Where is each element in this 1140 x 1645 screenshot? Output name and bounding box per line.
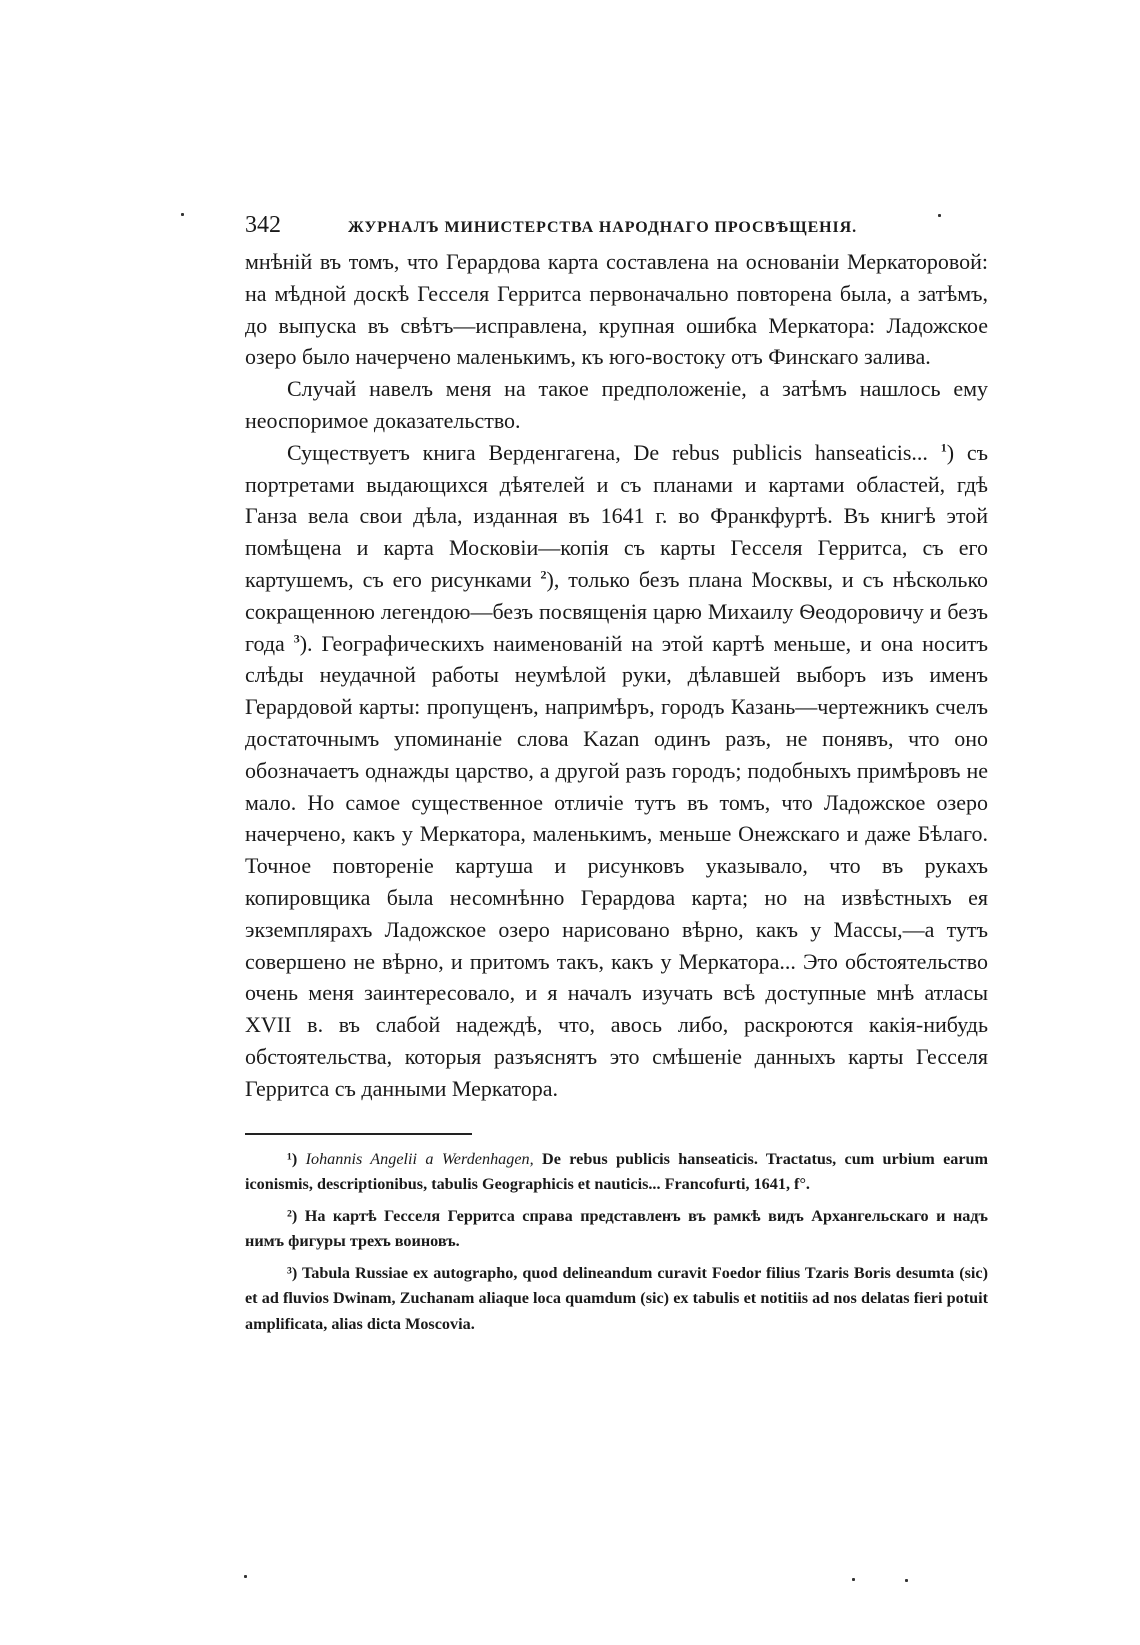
footnote-2-text: На картѣ Гесселя Герритса справа представленъ въ рамкѣ видъ Архангельскаго и надъ нимъ фигуры трехъ воиновъ. (245, 1206, 988, 1251)
footnote-2 (245, 1204, 988, 1255)
footnote-3-text: Tabula Russiae ex autographo, quod delineandum curavit Foedor filius Tzaris Boris desumta (sic) et ad fluvios Dwinam, Zuchanam aliaque loca quamdum (sic) ex tabulis et notitiis ad nos delatas fieri potuit amplificata, alias dicta Moscovia. (245, 1263, 988, 1333)
footnote-1-mark: ¹) (287, 1149, 298, 1168)
page-number: 342 (245, 212, 281, 238)
scan-speck (852, 1578, 855, 1581)
paragraph-1: мнѣній въ томъ, что Герардова карта составлена на основаніи Меркаторовой: на мѣдной доскѣ Гесселя Герритса первоначально повторена была, а затѣмъ, до выпуска въ свѣтъ—исправлена, крупная ошибка Меркатора: Ладожское озеро было начерчено маленькимъ, къ юго-востоку отъ Финскаго залива. (245, 249, 988, 370)
footnote-divider (245, 1133, 472, 1135)
footnote-ref-1: 1 (940, 440, 947, 455)
document-page (245, 212, 988, 1343)
paragraph-3-part-d: ). Географическихъ наименованій на этой картѣ меньше, и она носитъ слѣды неудачной работы неумѣлой руки, дѣлавшей выборъ изъ именъ Герардовой карты: пропущенъ, напримѣръ, городъ Казань—чертежникъ счелъ достаточнымъ упоминаніе слова Kazan одинъ разъ, не понявъ, что оно обозначаетъ однажды царство, а другой разъ городъ; подобныхъ примѣровъ не мало. Но самое существенное отличіе тутъ въ томъ, что Ладожское озеро начерчено, какъ у Меркатора, маленькимъ, меньше Онежскаго и даже Бѣлаго. Точное повтореніе картуша и рисунковъ указывало, что въ рукахъ копировщика была несомнѣнно Герардова карта; но на извѣстныхъ ея экземплярахъ Ладожское озеро нарисовано вѣрно, какъ у Массы,—а тутъ совершено не вѣрно, и притомъ такъ, какъ у Меркатора... Это обстоятельство очень меня заинтересовало, и я началъ изучать всѣ доступные мнѣ атласы XVII в. въ слабой надеждѣ, что, авось либо, раскроются какія-нибудь обстоятельства, которыя разъяснятъ это смѣшеніе данныхъ карты Гесселя Герритса съ данными Меркатора. (245, 630, 989, 1101)
scan-speck (181, 213, 184, 216)
scan-speck (905, 1579, 908, 1582)
footnote-3-mark: ³) (287, 1263, 298, 1282)
footnote-1 (245, 1147, 988, 1198)
paragraph-3-part-c: ), только безъ плана Москвы, и съ нѣсколько сокращенною легендою—безъ посвященія царю Михаилу Ѳеодоровичу и безъ года (245, 566, 989, 656)
paragraph-3-part-b: съ портретами выдающихся дѣятелей и съ планами и картами областей, гдѣ Ганза вела свои дѣла, изданная въ 1641 г. во Франкфуртѣ. Въ книгѣ этой помѣщена и карта Московіи—копія съ карты Гесселя Герритса, съ его картушемъ, съ его рисунками (245, 439, 989, 592)
running-header (245, 212, 988, 246)
journal-title: ЖУРНАЛЪ МИНИСТЕРСТВА НАРОДНАГО ПРОСВѢЩЕНІЯ. (348, 219, 857, 236)
footnote-3 (245, 1261, 988, 1338)
footnote-2-mark: ²) (287, 1206, 298, 1225)
footnote-1-author: Iohannis Angelii a Werdenhagen, (305, 1149, 534, 1168)
paragraph-2: Случай навелъ меня на такое предположеніе, а затѣмъ нашлось ему неоспоримое доказательство. (245, 376, 988, 433)
paragraph-3-part-a: Существуетъ книга Верденгагена, De rebus publicis hanseaticis... (287, 439, 928, 465)
scan-speck (244, 1575, 247, 1578)
footnote-1-text: De rebus publicis hanseaticis. Tractatus, cum urbium earum iconismis, descriptionibus, tabulis Geographicis et nauticis... Francofurti, 1641, f°. (245, 1149, 989, 1194)
footnote-ref-3: 3 (293, 631, 300, 646)
body-text (245, 246, 988, 1105)
footnote-ref-2: 2 (540, 567, 547, 582)
scan-speck (938, 214, 941, 217)
footnotes (245, 1147, 988, 1338)
paragraph-3: Существуетъ книга Верденгагена, De rebus publicis hanseaticis... $^1$) съ портретами выдающихся дѣятелей и съ планами и картами областей, гдѣ Ганза вела свои дѣла, изданная въ 1641 г. во Франкфуртѣ. Въ книгѣ этой помѣщена и карта Московіи—копія съ карты Гесселя Герритса, съ его картушемъ, съ его рисунками $^2$), только безъ плана Москвы, и съ нѣсколько сокращенною легендою—безъ посвященія царю Михаилу Ѳеодоровичу и безъ года $^3$). Географическихъ наименованій на этой картѣ меньше, и она носитъ слѣды неудачной работы неумѣлой руки, дѣлавшей выборъ изъ именъ Герардовой карты: пропущенъ, напримѣръ, городъ Казань—чертежникъ счелъ достаточнымъ упоминаніе слова Kazan одинъ разъ, не понявъ, что оно обозначаетъ однажды царство, а другой разъ городъ; подобныхъ примѣровъ не мало. Но самое существенное отличіе тутъ въ томъ, что Ладожское озеро начерчено, какъ у Меркатора, маленькимъ, меньше Онежскаго и даже Бѣлаго. Точное повтореніе картуша и рисунковъ указывало, что въ рукахъ копировщика была несомнѣнно Герардова карта; но на извѣстныхъ ея экземплярахъ Ладожское озеро нарисовано вѣрно, какъ у Массы,—а тутъ совершено не вѣрно, и притомъ такъ, какъ у Меркатора... Это обстоятельство очень меня заинтересовало, и я началъ изучать всѣ доступные мнѣ атласы XVII в. въ слабой надеждѣ, что, авось либо, раскроются какія-нибудь обстоятельства, которыя разъяснятъ это смѣшеніе данныхъ карты Гесселя Герритса съ данными Меркатора. (245, 439, 989, 1101)
